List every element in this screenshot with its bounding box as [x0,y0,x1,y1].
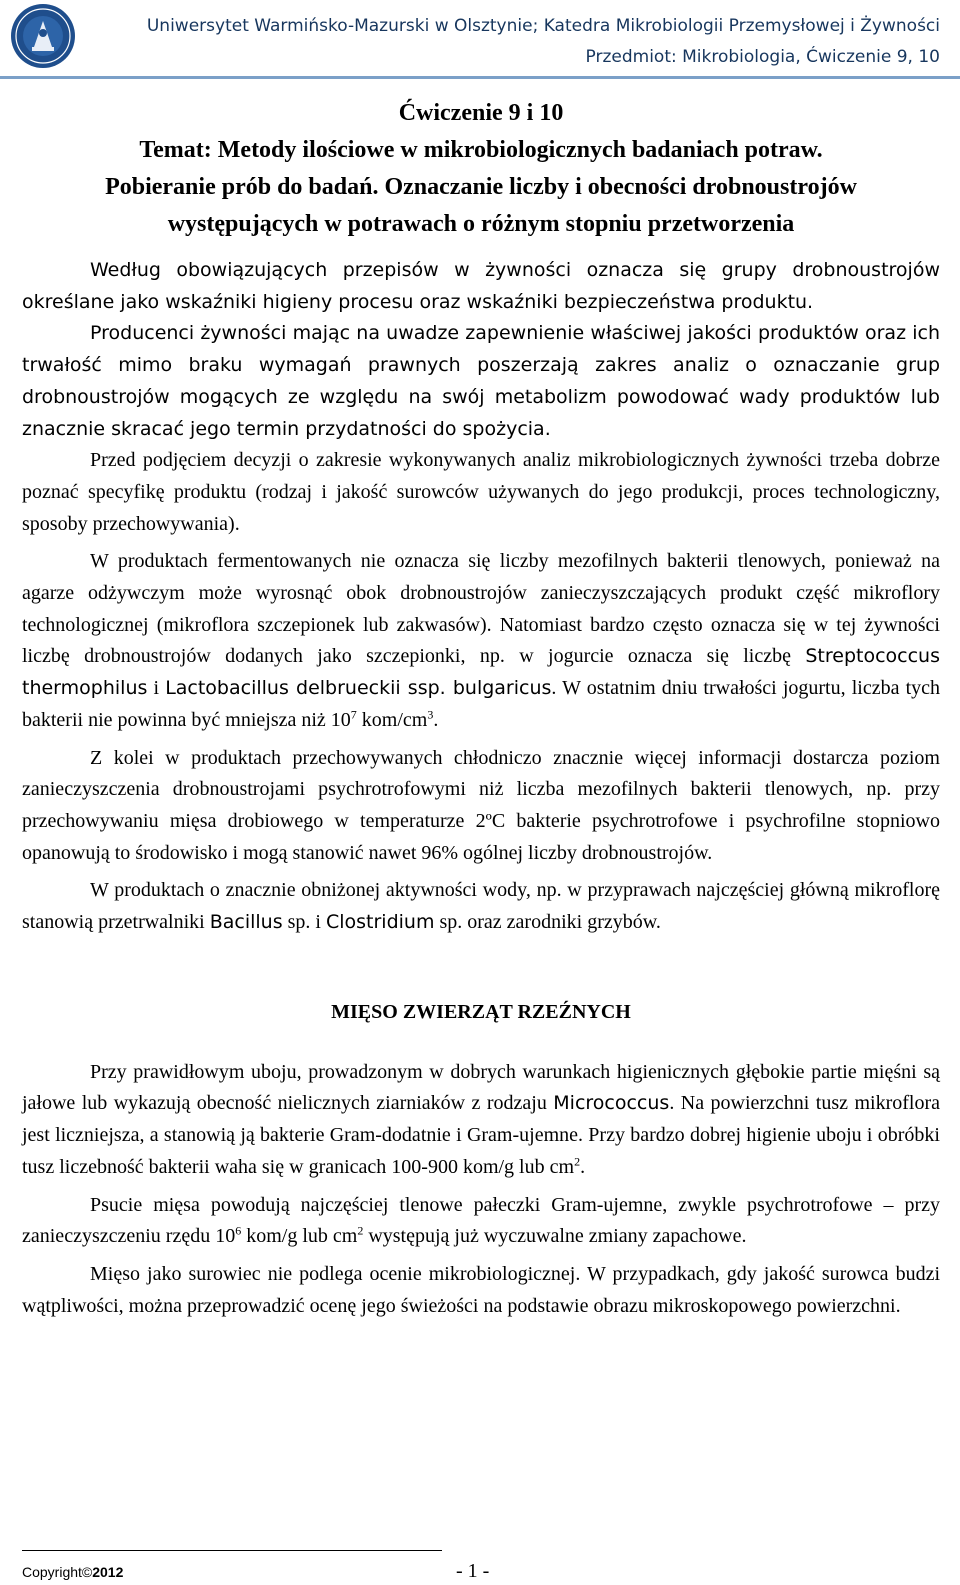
paragraph-spoilage: Psucie mięsa powodują najczęściej tlenowe pałeczki Gram-ujemne, zwykle psychrotrofowe – przy zanieczyszczeniu rzędu $10^6$ kom/g lub $cm^2$ występują już wyczuwalne zmiany zapachowe. [22,1193,940,1248]
copyright-notice: Copyright©2012 [22,1564,124,1580]
paragraph-refrigerated: Z kolei w produktach przechowywanych chłodniczo znacznie więcej informacji dostarcza poziom zanieczyszczenia drobnoustrojami psychrotrofowymi niż liczba mezofilnych bakterii tlenowych, np. przy przechowywaniu mięsa drobiowego w temperaturze 2ºC bakterie psychrotrofowe i psychrofilne stopniowo opanowują to środowisko i mogą stanowić nawet 96% ogólnej liczby drobnoustrojów. [22,746,940,864]
header-institution: Uniwersytet Warmińsko-Mazurski w Olsztynie; Katedra Mikrobiologii Przemysłowej i Żywności [146,16,940,36]
header-divider [0,76,960,79]
exercise-title: Ćwiczenie 9 i 10 [398,100,564,126]
paragraph-analysis-scope: Przed podjęciem decyzji o zakresie wykonywanych analiz mikrobiologicznych żywności trzeba dobrze poznać specyfikę produktu (rodzaj i jakość surowców używanych do jego produkcji, proces technologiczny, sposoby przechowywania). [22,449,940,535]
topic-title-line-3: występujących w potrawach o różnym stopniu przetworzenia [167,211,795,237]
paragraph-producers: Producenci żywności mając na uwadze zapewnienie właściwej jakości produktów oraz ich trwałość mimo braku wymagań prawnych poszerzają zakres analiz o oznaczanie grup drobnoustrojów mogących ze względu na swój metabolizm powodować wady produktów lub znacznie skracać jego termin przydatności do spożycia. [22,322,940,440]
paragraph-fermented: W produktach fermentowanych nie oznacza się liczby mezofilnych bakterii tlenowych, ponieważ na agarze odżywczym może wyrosnąć obok drobnoustrojów zanieczyszczających produkt część mikroflory technologicznej (mikroflora szczepionek lub zakwasów). Natomiast bardzo często oznacza się w tej żywności liczbę drobnoustrojów dodanych jako szczepionki, np. w jogurcie oznacza się liczbę Streptococcus thermophilus i Lactobacillus delbrueckii ssp. bulgaricus. W ostatnim dniu trwałości jogurtu, liczba tych bakterii nie powinna być mniejsza niż $10^7$ kom/$cm^3$. [22,550,941,731]
page-header [0,0,960,80]
footer-divider [22,1550,442,1551]
topic-title-line-2: Pobieranie prób do badań. Oznaczanie liczby i obecności drobnoustrojów [105,174,857,200]
paragraph-intro: Według obowiązujących przepisów w żywności oznacza się grupy drobnoustrojów określane jako wskaźniki higieny procesu oraz wskaźniki bezpieczeństwa produktu. [22,259,940,313]
paragraph-meat-assessment: Mięso jako surowiec nie podlega ocenie mikrobiologicznej. W przypadkach, gdy jakość surowca budzi wątpliwości, można przeprowadzić ocenę jego świeżości na podstawie obrazu mikroskopowego powierzchni. [22,1262,940,1317]
paragraph-slaughter: Przy prawidłowym uboju, prowadzonym w dobrych warunkach higienicznych głębokie partie mięśni są jałowe lub wykazują obecność nielicznych ziarniaków z rodzaju Micrococcus. Na powierzchni tusz mikroflora jest liczniejsza, a stanowią ją bakterie Gram-dodatnie i Gram-ujemne. Przy bardzo dobrej higienie uboju i obróbki tusz liczebność bakterii waha się w granicach 100-900 kom/g lub $cm^2$. [22,1060,940,1178]
page-footer [0,1550,960,1585]
header-subject: Przedmiot: Mikrobiologia, Ćwiczenie 9, 10 [585,47,940,67]
document-body [22,95,940,1322]
university-logo-icon [10,3,76,69]
page-number: - 1 - [456,1560,490,1582]
topic-title-line-1: Temat: Metody ilościowe w mikrobiologicznych badaniach potraw. [139,137,823,163]
paragraph-low-water-activity: W produktach o znacznie obniżonej aktywności wody, np. w przyprawach najczęściej główną mikroflorę stanowią przetrwalniki Bacillus sp. i Clostridium sp. oraz zarodniki grzybów. [22,879,940,934]
section-heading-meat: MIĘSO ZWIERZĄT RZEŹNYCH [331,1000,631,1023]
